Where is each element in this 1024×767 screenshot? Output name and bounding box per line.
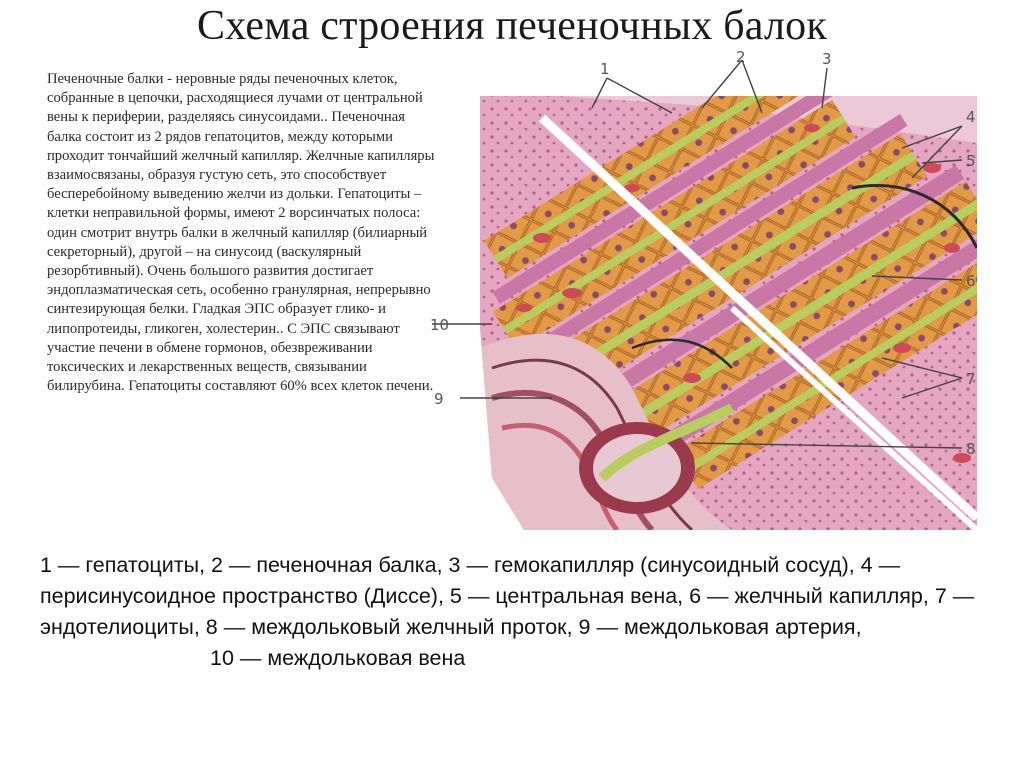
label-2: 2 xyxy=(736,48,746,66)
label-3: 3 xyxy=(822,50,832,68)
caption-legend-end: 10 — междольковая вена xyxy=(210,646,466,670)
label-8: 8 xyxy=(966,440,976,458)
label-5: 5 xyxy=(966,152,976,170)
description-text: Печеночные балки - неровные ряды печеночных клеток, собранные в цепочки, расходящиеся лучами от центральной вены к периферии, разделяясь синусоидами.. Печеночная балка состоит из 2 рядов гепатоцитов, между которыми проходит тончайший желчный капилляр. Желчные капилляры взаимосвязаны, образуя густую сеть, это способствует бесперебойному выведению желчи из дольки. Гепатоциты – клетки неправильной формы, имеют 2 ворсинчатых полоса: один смотрит внутрь балки в желчный капилляр (билиарный секреторный), другой – на синусоид (васкулярный резорбтивный). Очень большого развития достигает эндоплазматическая сеть, особенно гранулярная, непрерывно синтезирующая белки. Гладкая ЭПС образует глико- и липопротеиды, гликоген, холестерин.. С ЭПС связывают участие печени в обмене гормонов, обезвреживании токсических и лекарственных веществ, связывании билирубина. Гепатоциты составляют 60% всех клеток печени. xyxy=(47,71,435,395)
label-7: 7 xyxy=(966,370,976,388)
label-9: 9 xyxy=(434,390,444,408)
label-6: 6 xyxy=(966,272,976,290)
caption-legend: 1 — гепатоциты, 2 — печеночная балка, 3 — гемокапилляр (синусоидный сосуд), 4 — перисинусоидное пространство (Диссе), 5 — центральная вена, 6 — желчный капилляр, 7 — эндотелиоциты, 8 — междольковый желчный проток, 9 — междольковая артерия, xyxy=(40,553,975,639)
label-10: 10 xyxy=(430,316,450,334)
label-4: 4 xyxy=(966,108,976,126)
liver-beams-diagram xyxy=(432,48,992,530)
slide-title: Схема строения печеночных балок xyxy=(197,3,827,49)
figure-caption xyxy=(40,550,980,674)
label-1: 1 xyxy=(600,60,610,78)
